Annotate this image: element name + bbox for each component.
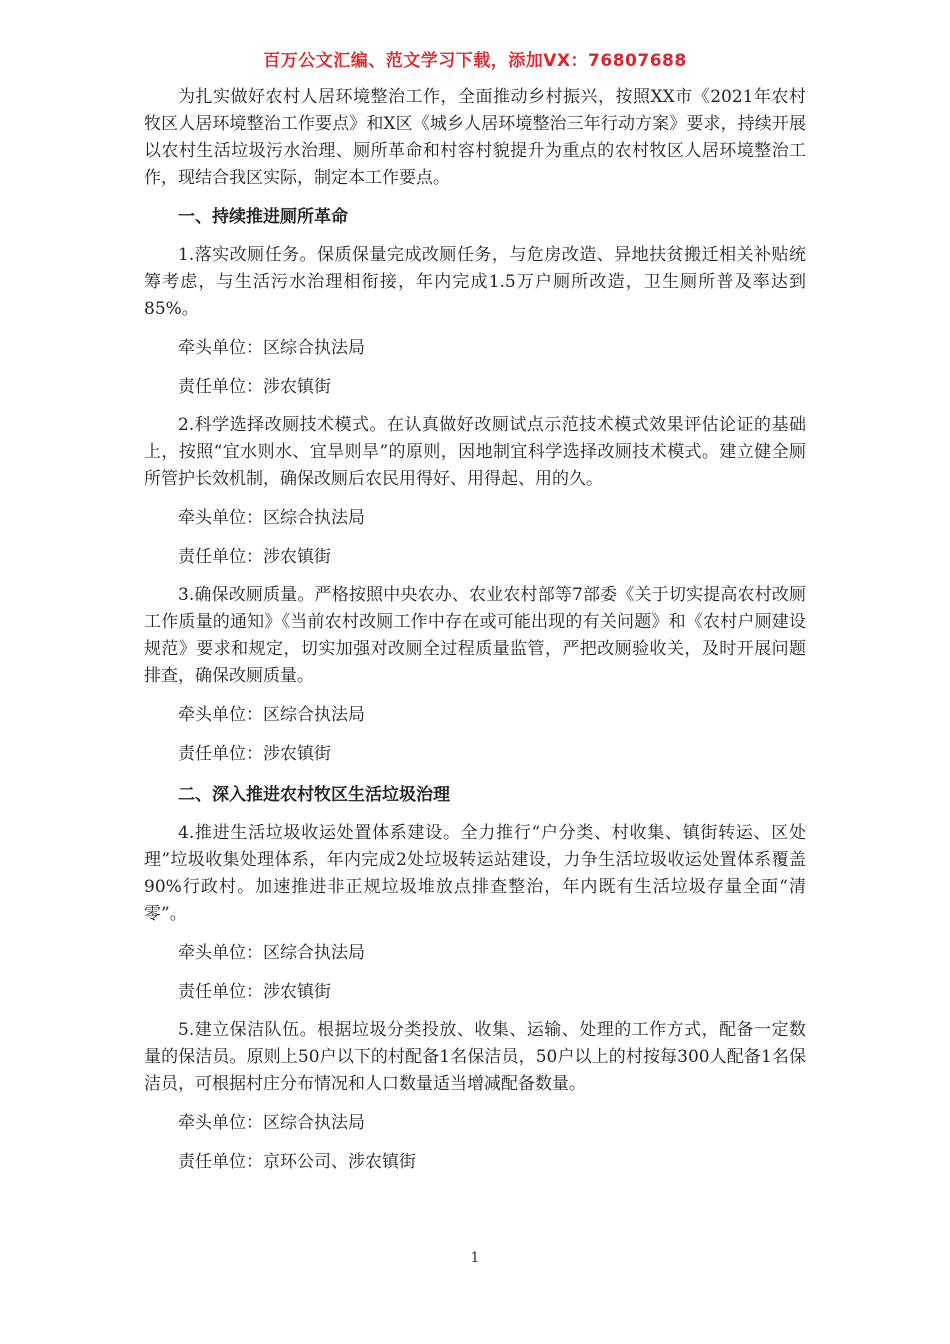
responsible-unit: 责任单位：涉农镇街 [178,547,331,567]
responsible-unit: 责任单位：京环公司、涉农镇街 [178,1152,416,1172]
responsible-unit: 责任单位：涉农镇街 [178,744,331,764]
intro-paragraph: 为扎实做好农村人居环境整治工作，全面推动乡村振兴，按照XX市《2021年农村牧区人居环境整治工作要点》和X区《城乡人居环境整治三年行动方案》要求，持续开展以农村生活垃圾污水治理、厕所革命和村容村貌提升为重点的农村牧区人居环境整治工作，现结合我区实际，制定本工作要点。 [144,87,806,188]
lead-unit: 牵头单位：区综合执法局 [178,338,365,358]
lead-unit: 牵头单位：区综合执法局 [178,943,365,963]
responsible-unit: 责任单位：涉农镇街 [178,982,331,1002]
document-body [144,84,806,1176]
section-heading: 一、持续推进厕所革命 [178,207,348,227]
lead-unit: 牵头单位：区综合执法局 [178,705,365,725]
lead-unit: 牵头单位：区综合执法局 [178,1113,365,1133]
page-number: 1 [470,1250,480,1266]
item-paragraph: 4.推进生活垃圾收运处置体系建设。全力推行“户分类、村收集、镇街转运、区处理”垃圾收集处理体系，年内完成2处垃圾转运站建设，力争生活垃圾收运处置体系覆盖90%行政村。加速推进非正规垃圾堆放点排查整治，年内既有生活垃圾存量全面“清零”。 [144,823,806,924]
lead-unit: 牵头单位：区综合执法局 [178,508,365,528]
responsible-unit: 责任单位：涉农镇街 [178,377,331,397]
item-paragraph: 1.落实改厕任务。保质保量完成改厕任务，与危房改造、异地扶贫搬迁相关补贴统筹考虑，与生活污水治理相衔接，年内完成1.5万户厕所改造，卫生厕所普及率达到85%。 [144,245,806,319]
item-paragraph: 2.科学选择改厕技术模式。在认真做好改厕试点示范技术模式效果评估论证的基础上，按照“宜水则水、宜旱则旱”的原则，因地制宜科学选择改厕技术模式。建立健全厕所管护长效机制，确保改厕后农民用得好、用得起、用的久。 [144,415,806,489]
section-heading: 二、深入推进农村牧区生活垃圾治理 [178,785,450,805]
item-paragraph: 5.建立保洁队伍。根据垃圾分类投放、收集、运输、处理的工作方式，配备一定数量的保洁员。原则上50户以下的村配备1名保洁员，50户以上的村按每300人配备1名保洁员，可根据村庄分布情况和人口数量适当增减配备数量。 [144,1020,806,1094]
download-banner: 百万公文汇编、范文学习下载，添加VX：76807688 [263,51,687,71]
item-paragraph: 3.确保改厕质量。严格按照中央农办、农业农村部等7部委《关于切实提高农村改厕工作质量的通知》《当前农村改厕工作中存在或可能出现的有关问题》和《农村户厕建设规范》要求和规定，切实加强对改厕全过程质量监管，严把改厕验收关，及时开展问题排查，确保改厕质量。 [144,585,806,686]
